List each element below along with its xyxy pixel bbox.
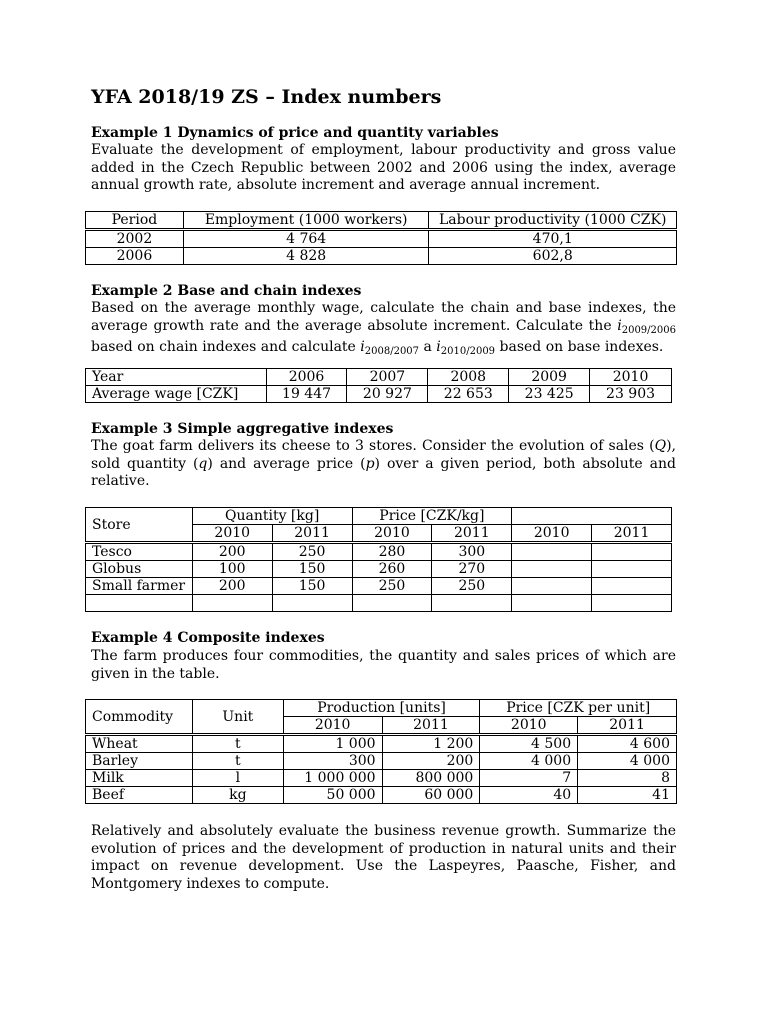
table-header: 2011 xyxy=(592,525,672,543)
table-row xyxy=(86,735,677,753)
table-cell-empty xyxy=(592,578,672,595)
table-cell: 4 828 xyxy=(183,248,429,265)
example-3-text xyxy=(91,438,676,491)
table-cell: 200 xyxy=(192,578,272,595)
table-cell: 270 xyxy=(432,561,512,578)
table-cell: 470,1 xyxy=(429,230,677,248)
table-cell: 60 000 xyxy=(382,787,480,804)
table-header: Price [CZK per unit] xyxy=(480,700,677,717)
table-cell: 22 653 xyxy=(428,386,509,403)
closing-paragraph: Relatively and absolutely evaluate the business revenue growth. Summarize the evolution of prices and the development of production in natural units and their impact on revenue development. Use the Laspeyres, Paasche, Fisher, and Montgomery indexes to compute. xyxy=(91,823,676,892)
index-symbol: i xyxy=(436,339,441,355)
table-cell: kg xyxy=(192,787,283,804)
table-cell: 1 000 xyxy=(283,735,382,753)
table-cell: 1 200 xyxy=(382,735,480,753)
table-cell: 2010 xyxy=(590,369,672,386)
table-cell: 20 927 xyxy=(347,386,428,403)
table-header-row xyxy=(86,212,677,230)
table-header: Period xyxy=(86,212,184,230)
table-cell-empty xyxy=(512,543,592,561)
table-cell: 4 000 xyxy=(480,753,578,770)
table-row xyxy=(86,753,677,770)
table-header: Price [CZK/kg] xyxy=(352,508,512,525)
table-cell: 260 xyxy=(352,561,432,578)
table-header: Labour productivity (1000 CZK) xyxy=(429,212,677,230)
table-cell: 19 447 xyxy=(266,386,347,403)
text-segment: ), sold quantity ( xyxy=(91,438,676,472)
table-cell: 300 xyxy=(283,753,382,770)
table-header-empty xyxy=(512,508,672,525)
table-header: 2010 xyxy=(480,717,578,735)
table-cell-empty xyxy=(432,595,512,612)
table-cell: 150 xyxy=(272,578,352,595)
table-header: Employment (1000 workers) xyxy=(183,212,429,230)
table-cell: 4 600 xyxy=(578,735,677,753)
table-cell: 2009 xyxy=(509,369,590,386)
wage-table xyxy=(85,368,672,403)
employment-table xyxy=(85,211,677,265)
table-header: Quantity [kg] xyxy=(192,508,352,525)
table-cell: 8 xyxy=(578,770,677,787)
table-cell: 250 xyxy=(352,578,432,595)
index-symbol: i xyxy=(360,339,365,355)
table-cell-empty xyxy=(592,595,672,612)
table-cell-empty xyxy=(192,595,272,612)
example-2-heading: Example 2 Base and chain indexes xyxy=(91,283,362,299)
table-row xyxy=(86,369,672,386)
example-1-text: Evaluate the development of employment, labour productivity and gross value added in the Czech Republic between 2002 and 2006 using the index, average annual growth rate, absolute increment and average annual increment. xyxy=(91,142,676,193)
table-cell: 2007 xyxy=(347,369,428,386)
table-cell-empty xyxy=(592,561,672,578)
row-label: Average wage [CZK] xyxy=(86,386,267,403)
example-2-text xyxy=(91,300,676,361)
table-row xyxy=(86,595,672,612)
table-cell: Globus xyxy=(86,561,193,578)
subscript: 2009/2006 xyxy=(621,324,676,336)
table-header: 2010 xyxy=(352,525,432,543)
table-cell: 250 xyxy=(272,543,352,561)
example-4-heading: Example 4 Composite indexes xyxy=(91,630,325,646)
table-cell: Wheat xyxy=(86,735,193,753)
table-row xyxy=(86,248,677,265)
table-header: 2010 xyxy=(192,525,272,543)
table-header-row xyxy=(86,700,677,717)
store-sales-table xyxy=(85,507,672,612)
table-header: Production [units] xyxy=(283,700,480,717)
table-cell: 1 000 000 xyxy=(283,770,382,787)
variable-symbol: p xyxy=(365,455,375,472)
table-header: 2011 xyxy=(272,525,352,543)
table-header: Store xyxy=(86,508,193,543)
table-cell: 2006 xyxy=(266,369,347,386)
table-cell: 50 000 xyxy=(283,787,382,804)
table-cell: 2008 xyxy=(428,369,509,386)
subscript: 2008/2007 xyxy=(364,346,420,357)
table-row xyxy=(86,787,677,804)
table-row xyxy=(86,386,672,403)
subscript: 2010/2009 xyxy=(440,346,496,357)
commodity-table xyxy=(85,699,677,804)
table-header: 2010 xyxy=(283,717,382,735)
table-cell: 2006 xyxy=(86,248,184,265)
table-cell: 800 000 xyxy=(382,770,480,787)
text-segment: a xyxy=(419,339,437,355)
index-symbol: i xyxy=(617,317,622,334)
table-cell: t xyxy=(192,735,283,753)
table-cell: 4 000 xyxy=(578,753,677,770)
variable-symbol: q xyxy=(198,455,208,472)
example-1-heading: Example 1 Dynamics of price and quantity variables xyxy=(91,125,499,141)
table-cell: 280 xyxy=(352,543,432,561)
variable-symbol: Q xyxy=(654,438,667,454)
table-cell: 602,8 xyxy=(429,248,677,265)
table-cell: Small farmer xyxy=(86,578,193,595)
table-cell: 40 xyxy=(480,787,578,804)
table-header: 2010 xyxy=(512,525,592,543)
table-cell: 4 764 xyxy=(183,230,429,248)
text-segment: Based on the average monthly wage, calculate the chain and base indexes, the average growth rate and the average absolute increment. Calculate the xyxy=(91,300,676,334)
table-row xyxy=(86,770,677,787)
text-segment: based on base indexes. xyxy=(495,339,664,355)
table-cell: Milk xyxy=(86,770,193,787)
table-cell: 150 xyxy=(272,561,352,578)
table-header: Unit xyxy=(192,700,283,735)
table-cell: 100 xyxy=(192,561,272,578)
example-3-heading: Example 3 Simple aggregative indexes xyxy=(91,421,394,437)
table-header: 2011 xyxy=(382,717,480,735)
table-header-row xyxy=(86,508,672,525)
table-cell: 23 903 xyxy=(590,386,672,403)
table-cell-empty xyxy=(512,578,592,595)
table-cell: Beef xyxy=(86,787,193,804)
table-header: Commodity xyxy=(86,700,193,735)
table-cell: 250 xyxy=(432,578,512,595)
text-segment: based on chain indexes and calculate xyxy=(91,339,361,355)
row-label: Year xyxy=(86,369,267,386)
table-cell-empty xyxy=(512,595,592,612)
table-cell-empty xyxy=(86,595,193,612)
text-segment: ) over a given period, both absolute and relative. xyxy=(91,455,676,489)
table-header: 2011 xyxy=(432,525,512,543)
text-segment: ) and average price ( xyxy=(207,455,366,472)
table-row xyxy=(86,230,677,248)
table-cell: 200 xyxy=(192,543,272,561)
table-cell: 41 xyxy=(578,787,677,804)
table-cell: 4 500 xyxy=(480,735,578,753)
table-row xyxy=(86,543,672,561)
table-cell-empty xyxy=(592,543,672,561)
table-row xyxy=(86,578,672,595)
table-cell: 2002 xyxy=(86,230,184,248)
table-cell-empty xyxy=(512,561,592,578)
table-cell: 200 xyxy=(382,753,480,770)
table-row xyxy=(86,561,672,578)
text-segment: The goat farm delivers its cheese to 3 stores. Consider the evolution of sales ( xyxy=(91,438,655,454)
example-4-text: The farm produces four commodities, the quantity and sales prices of which are given in the table. xyxy=(91,648,676,682)
table-cell: l xyxy=(192,770,283,787)
table-cell-empty xyxy=(272,595,352,612)
table-cell: 23 425 xyxy=(509,386,590,403)
table-cell: 300 xyxy=(432,543,512,561)
page-title: YFA 2018/19 ZS – Index numbers xyxy=(91,86,442,108)
table-cell: Tesco xyxy=(86,543,193,561)
table-header: 2011 xyxy=(578,717,677,735)
table-cell: Barley xyxy=(86,753,193,770)
table-cell: 7 xyxy=(480,770,578,787)
table-cell-empty xyxy=(352,595,432,612)
table-cell: t xyxy=(192,753,283,770)
